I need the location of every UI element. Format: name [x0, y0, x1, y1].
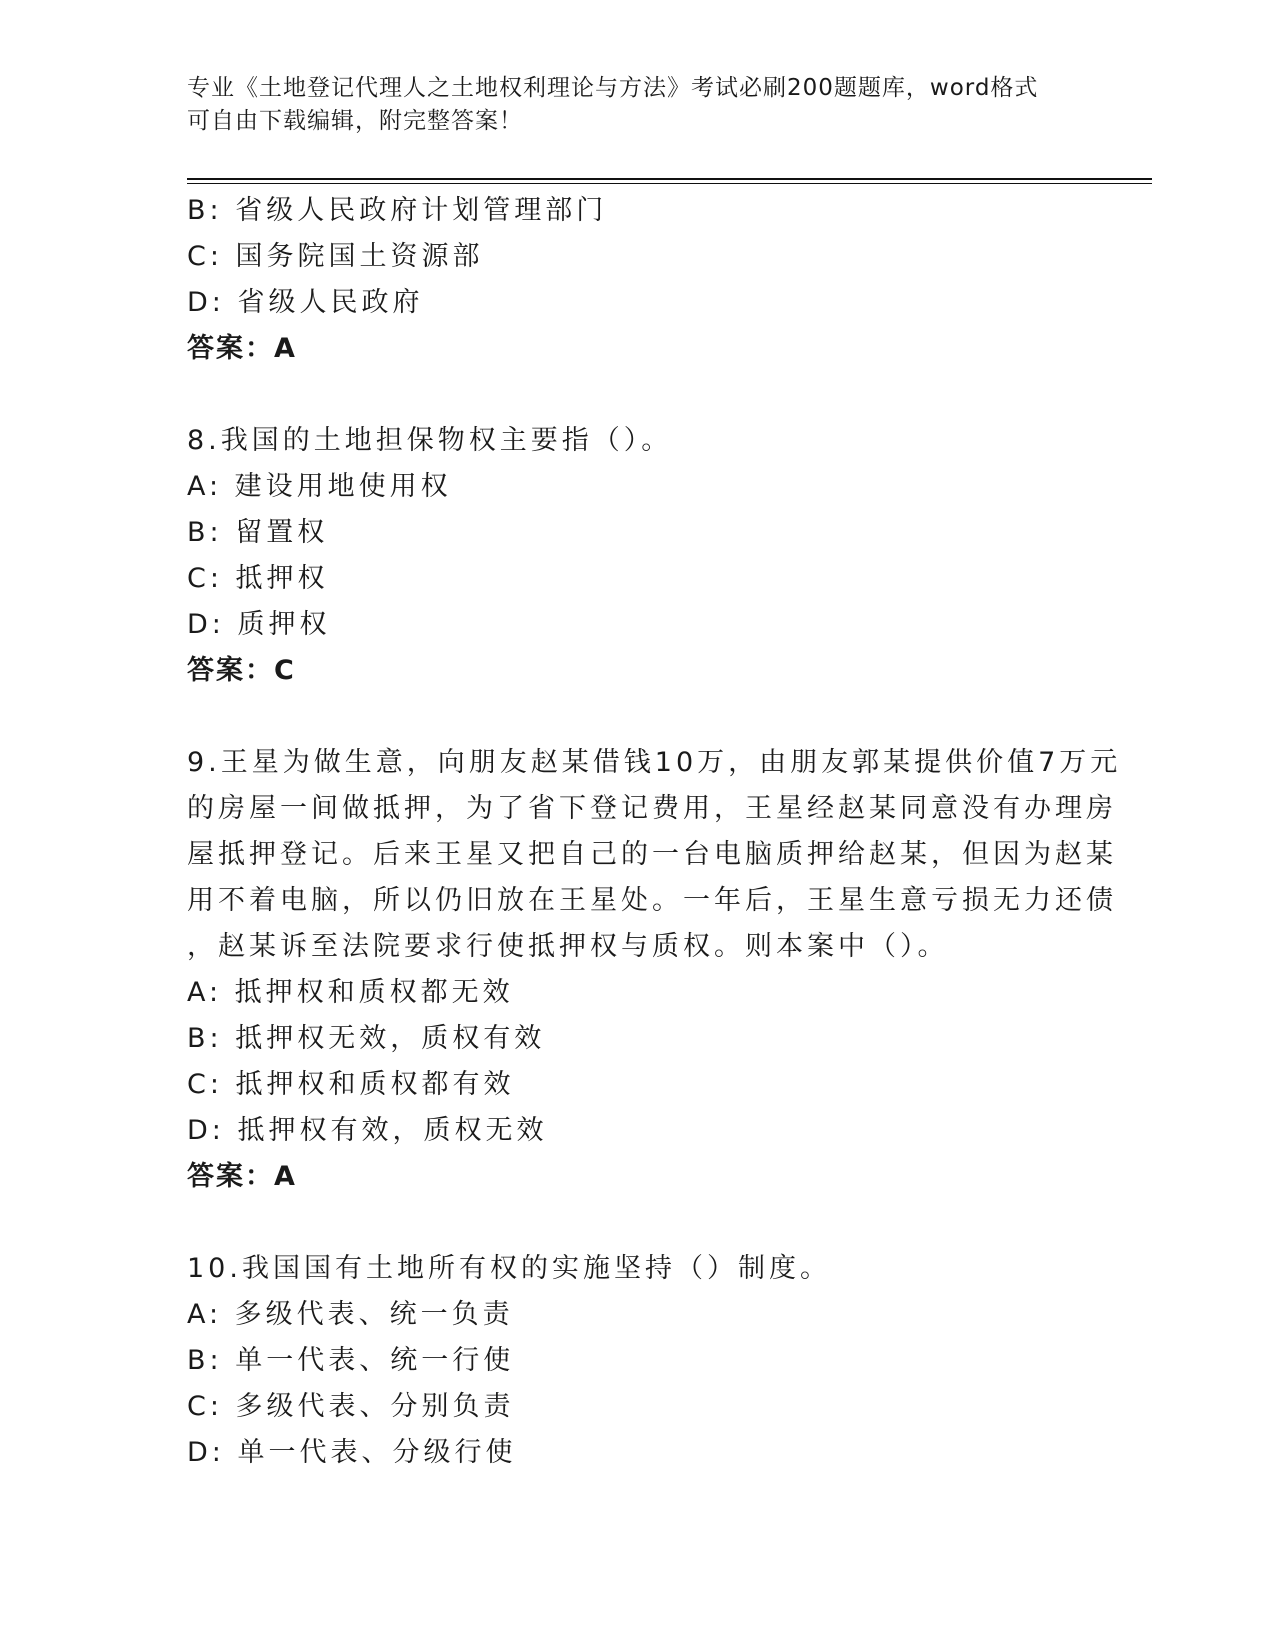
header-divider-thick: [187, 178, 1152, 180]
option-a: A: 多级代表、统一负责: [187, 1299, 514, 1330]
question-8: [187, 418, 1087, 694]
question-stem-line-2: 的房屋一间做抵押，为了省下登记费用，王星经赵某同意没有办理房: [187, 793, 1117, 824]
question-stem-line-5: ，赵某诉至法院要求行使抵押权与质权。则本案中（）。: [187, 931, 949, 962]
option-d: D: 省级人民政府: [187, 287, 424, 318]
option-d: D: 单一代表、分级行使: [187, 1437, 517, 1468]
option-b: B: 省级人民政府计划管理部门: [187, 195, 608, 226]
header-divider-thin: [187, 183, 1152, 184]
option-c: C: 抵押权: [187, 563, 329, 594]
question-7-continued: [187, 188, 1087, 372]
question-10: [187, 1246, 1087, 1476]
answer-line: 答案：A: [187, 1161, 297, 1192]
header-title-line-1: 专业《土地登记代理人之土地权利理论与方法》考试必刷200题题库，word格式: [187, 75, 1039, 101]
option-a: A: 抵押权和质权都无效: [187, 977, 514, 1008]
question-list: [187, 188, 1122, 1476]
question-stem: 8.我国的土地担保物权主要指（）。: [187, 425, 673, 456]
option-d: D: 质押权: [187, 609, 331, 640]
option-c: C: 国务院国土资源部: [187, 241, 484, 272]
option-d: D: 抵押权有效，质权无效: [187, 1115, 548, 1146]
answer-line: 答案：A: [187, 333, 297, 364]
document-header: [187, 72, 1087, 138]
question-spacer: [187, 694, 1087, 740]
option-a: A: 建设用地使用权: [187, 471, 452, 502]
option-c: C: 多级代表、分别负责: [187, 1391, 515, 1422]
header-title-line-2: 可自由下载编辑，附完整答案！: [187, 108, 523, 134]
question-stem-line-1: 9.王星为做生意，向朋友赵某借钱10万，由朋友郭某提供价值7万元: [187, 747, 1122, 778]
question-9: [187, 740, 1122, 1200]
option-c: C: 抵押权和质权都有效: [187, 1069, 515, 1100]
answer-line: 答案：C: [187, 655, 296, 686]
option-b: B: 单一代表、统一行使: [187, 1345, 515, 1376]
question-spacer: [187, 1200, 1087, 1246]
option-b: B: 留置权: [187, 517, 329, 548]
question-stem-line-4: 用不着电脑，所以仍旧放在王星处。一年后，王星生意亏损无力还债: [187, 885, 1117, 916]
question-spacer: [187, 372, 1087, 418]
question-stem-line-3: 屋抵押登记。后来王星又把自己的一台电脑质押给赵某，但因为赵某: [187, 839, 1117, 870]
option-b: B: 抵押权无效，质权有效: [187, 1023, 546, 1054]
question-stem: 10.我国国有土地所有权的实施坚持（）制度。: [187, 1253, 831, 1284]
